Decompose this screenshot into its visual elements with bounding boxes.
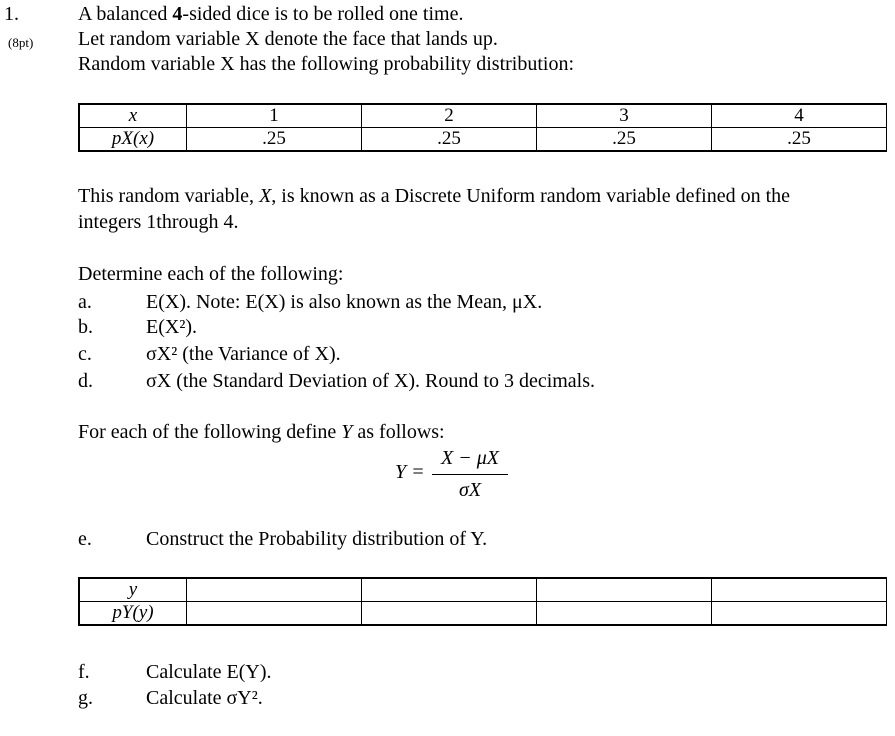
table-x-value-4: 4 (712, 104, 887, 128)
define-y-intro (78, 421, 445, 444)
table-y-cell[interactable] (187, 602, 362, 626)
formula-numerator: X − μX (441, 447, 499, 469)
item-e-text: Construct the Probability distribution of Y. (146, 528, 488, 550)
item-g-letter: g. (78, 687, 93, 709)
table-row (79, 104, 887, 128)
table-y-header-label: y (79, 578, 187, 602)
table-x-value-2: 2 (362, 104, 537, 128)
table-y-cell[interactable] (362, 602, 537, 626)
distribution-table-y (78, 577, 887, 626)
line1-post: -sided dice is to be rolled one time. (182, 3, 464, 25)
item-e-letter: e. (78, 528, 92, 550)
item-b-letter: b. (78, 316, 93, 338)
table-x-row-label: pX(x) (79, 128, 187, 152)
table-x-prob-3: .25 (537, 128, 712, 152)
item-b-text: E(X²). (146, 316, 197, 338)
formula-denominator: σX (458, 479, 482, 501)
table-x-value-3: 3 (537, 104, 712, 128)
table-x-prob-1: .25 (187, 128, 362, 152)
uniform-pre: This random variable, (78, 185, 260, 207)
uniform-line-2: integers 1through 4. (78, 211, 239, 233)
table-y-cell[interactable] (537, 602, 712, 626)
table-row (79, 602, 887, 626)
define-y-post: as follows: (352, 421, 445, 443)
problem-line-3: Random variable X has the following probability distribution: (78, 53, 575, 75)
line1-pre: A balanced (78, 3, 173, 25)
item-f-text: Calculate E(Y). (146, 661, 272, 683)
item-d-text: σX (the Standard Deviation of X). Round to 3 decimals. (146, 370, 596, 392)
distribution-table-x (78, 103, 887, 152)
problem-points: (8pt) (8, 35, 34, 50)
table-x-value-1: 1 (187, 104, 362, 128)
item-d-letter: d. (78, 370, 93, 392)
uniform-line-1 (78, 185, 790, 208)
item-c-text: σX² (the Variance of X). (146, 343, 341, 365)
table-x-header-label: x (79, 104, 187, 128)
item-f-letter: f. (78, 661, 90, 683)
define-y-var: Y (341, 421, 353, 443)
item-g-text: Calculate σY². (146, 687, 263, 709)
determine-intro: Determine each of the following: (78, 263, 344, 285)
table-y-cell[interactable] (362, 578, 537, 602)
table-y-row-label: pY(y) (79, 602, 187, 626)
formula-lhs: Y = (395, 461, 425, 483)
table-y-cell[interactable] (712, 602, 887, 626)
problem-line-2: Let random variable X denote the face that lands up. (78, 28, 498, 50)
table-row (79, 578, 887, 602)
table-y-cell[interactable] (187, 578, 362, 602)
item-a-text: E(X). Note: E(X) is also known as the Mean, μX. (146, 291, 543, 313)
table-x-prob-4: .25 (712, 128, 887, 152)
table-x-prob-2: .25 (362, 128, 537, 152)
uniform-var: X (259, 185, 272, 207)
line1-bold: 4 (172, 3, 183, 25)
formula-fraction (432, 447, 508, 502)
item-a-letter: a. (78, 291, 92, 313)
table-row (79, 128, 887, 152)
item-c-letter: c. (78, 343, 92, 365)
table-y-cell[interactable] (537, 578, 712, 602)
problem-line-1 (78, 3, 463, 26)
uniform-post: , is known as a Discrete Uniform random variable defined on the (271, 185, 791, 207)
problem-number: 1. (4, 3, 19, 25)
table-y-cell[interactable] (712, 578, 887, 602)
define-y-pre: For each of the following define (78, 421, 342, 443)
fraction-bar (432, 474, 508, 475)
